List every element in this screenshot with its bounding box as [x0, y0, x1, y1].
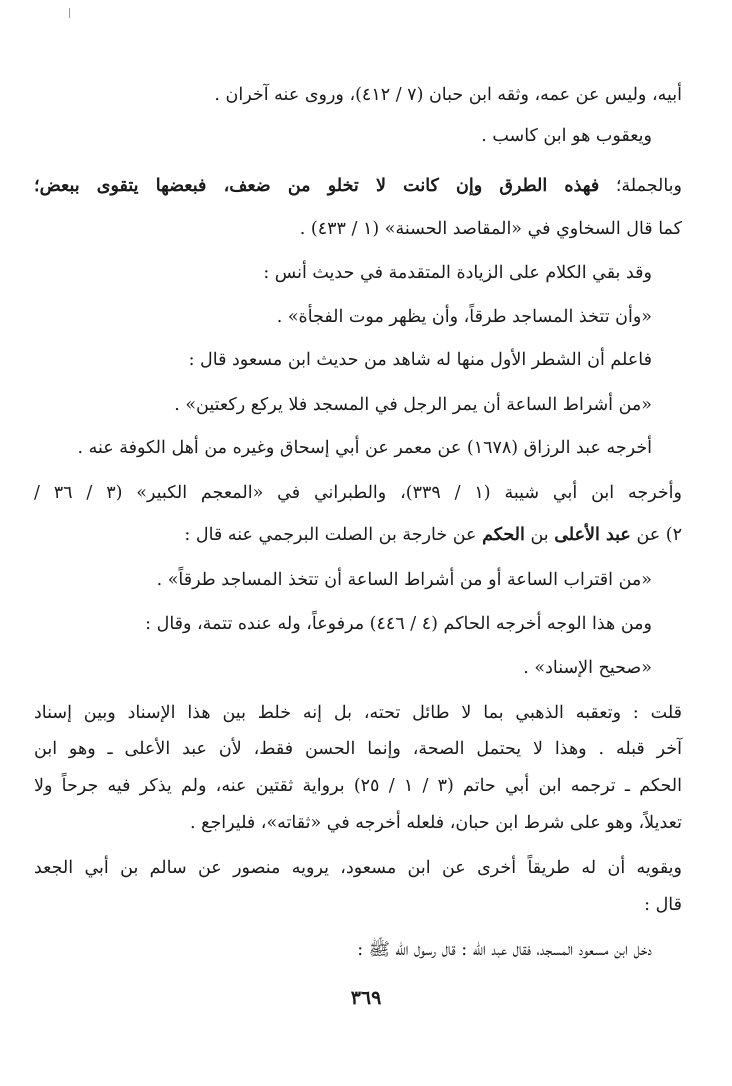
- text-run: أبيه، وليس عن عمه، وثقه ابن حبان (٧ / ٤١٢)، وروى عنه آخران .: [214, 85, 682, 105]
- text-run: ٢) عن: [630, 525, 682, 545]
- text-run: دخل ابن مسعود المسجد، فقال عبد الله : قال رسول الله ﷺ :: [357, 940, 652, 960]
- bold-run: عبد الأعلى: [554, 525, 631, 545]
- text-line: [34, 736, 682, 762]
- text-line: [145, 611, 652, 637]
- text-run: قلت : وتعقبه الذهبي بما لا طائل تحته، بل إنه خلط بين هذا الإسناد وبين إسناد: [34, 703, 682, 723]
- text-line: [34, 855, 682, 881]
- bold-run: فهذه الطرق وإن كانت لا تخلو من ضعف، فبعضها يتقوى ببعض؛: [34, 176, 600, 196]
- text-line: [300, 216, 682, 242]
- text-run: «من أشراط الساعة أن يمر الرجل في المسجد فلا يركع ركعتين» .: [174, 395, 652, 415]
- text-run: فاعلم أن الشطر الأول منها له شاهد من حديث ابن مسعود قال :: [188, 350, 652, 370]
- text-run: «من اقتراب الساعة أو من أشراط الساعة أن تتخذ المساجد طرقاً» .: [156, 570, 652, 590]
- text-line: [357, 937, 652, 963]
- text-line: [157, 567, 652, 593]
- text-run: وأخرجه ابن أبي شيبة (١ / ٣٣٩)، والطبراني في «المعجم الكبير» (٣ / ٣٦ /: [34, 483, 682, 503]
- scan-mark: [69, 8, 70, 18]
- text-line: [523, 655, 652, 681]
- page-number: ٣٦٩: [350, 987, 382, 1009]
- text-run: ويقويه أن له طريقاً أخرى عن ابن مسعود، يرويه منصور عن سالم بن أبي الجعد: [34, 858, 682, 878]
- text-line: [277, 304, 652, 330]
- text-line: [481, 123, 652, 149]
- text-line: [34, 480, 682, 506]
- text-line: [189, 347, 652, 373]
- text-line: [77, 435, 652, 461]
- text-line: [644, 892, 682, 918]
- text-run: «صحيح الإسناد» .: [523, 658, 652, 678]
- text-run: ومن هذا الوجه أخرجه الحاكم (٤ / ٤٤٦) مرفوعاً، وله عنده تتمة، وقال :: [145, 614, 652, 634]
- text-run: تعديلاً، وهو على شرط ابن حبان، فلعله أخرجه في «ثقاته»، فليراجع .: [190, 813, 682, 833]
- text-line: [34, 700, 682, 726]
- text-line: [263, 260, 652, 286]
- text-line: [184, 522, 682, 548]
- text-run: وقد بقي الكلام على الزيادة المتقدمة في حديث أنس :: [263, 263, 652, 283]
- bold-run: الحكم: [482, 525, 525, 545]
- text-run: «وأن تتخذ المساجد طرقاً، وأن يظهر موت الفجأة» .: [276, 307, 652, 327]
- text-run: وبالجملة؛: [599, 176, 682, 196]
- text-run: الحكم ـ ترجمه ابن أبي حاتم (٣ / ١ / ٢٥) برواية ثقتين عنه، ولم يذكر فيه جرحاً ولا: [34, 776, 682, 796]
- text-line: [34, 773, 682, 799]
- text-line: [214, 82, 682, 108]
- text-run: ويعقوب هو ابن كاسب .: [481, 126, 652, 146]
- text-line: [34, 173, 682, 199]
- text-run: عن خارجة بن الصلت البرجمي عنه قال :: [184, 525, 483, 545]
- text-run: كما قال السخاوي في «المقاصد الحسنة» (١ / ٤٣٣) .: [299, 219, 682, 239]
- text-run: قال :: [644, 895, 682, 915]
- text-run: أخرجه عبد الرزاق (١٦٧٨) عن معمر عن أبي إسحاق وغيره من أهل الكوفة عنه .: [77, 438, 652, 458]
- text-line: [174, 392, 652, 418]
- text-run: بن: [524, 525, 555, 545]
- text-run: آخر قبله . وهذا لا يحتمل الصحة، وإنما الحسن فقط، لأن عبد الأعلى ـ وهو ابن: [34, 739, 682, 759]
- text-line: [190, 810, 682, 836]
